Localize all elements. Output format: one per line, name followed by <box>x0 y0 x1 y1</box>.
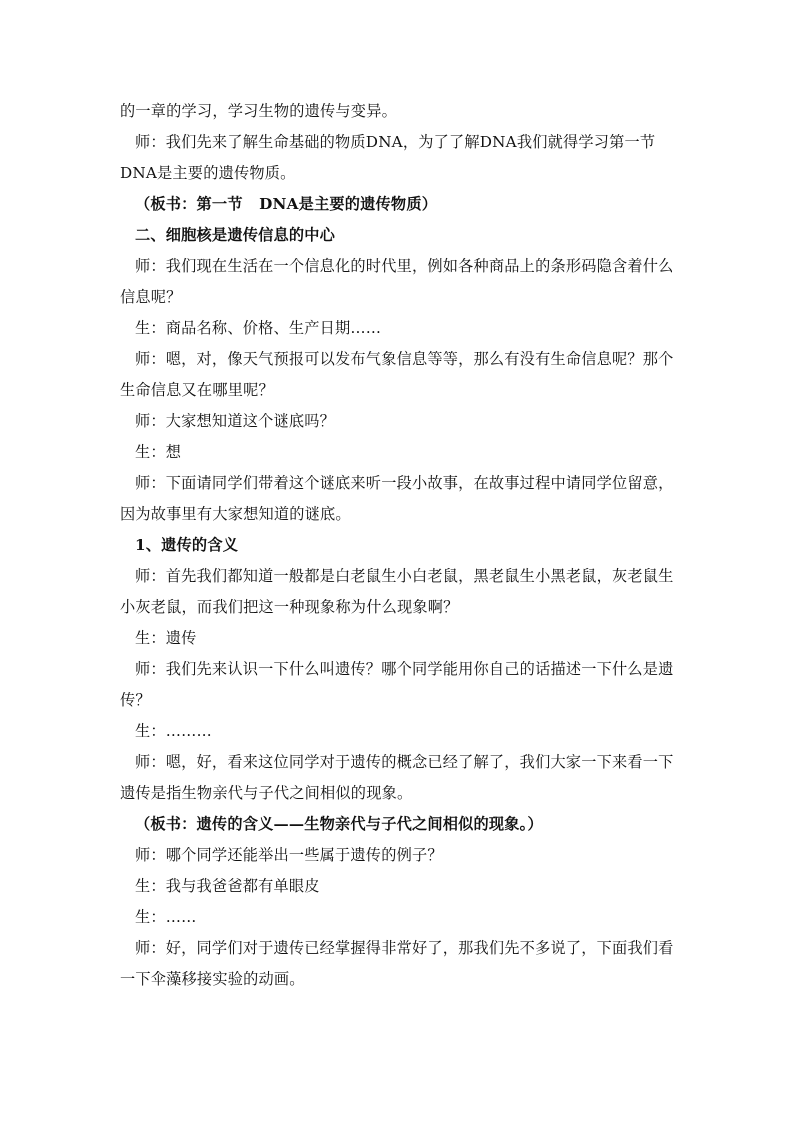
board-note: （板书：第一节 DNA是主要的遗传物质） <box>135 195 438 213</box>
teacher-line: 师：我们先来了解生命基础的物质DNA，为了了解DNA我们就得学习第一节DNA是主要的遗传物质。 <box>120 133 656 182</box>
student-line: 生：商品名称、价格、生产日期…… <box>135 319 382 337</box>
paragraph-intro: 的一章的学习，学习生物的遗传与变异。 <box>120 102 397 120</box>
student-line: 生：想 <box>135 443 182 461</box>
teacher-line: 师：下面请同学们带着这个谜底来听一段小故事，在故事过程中请同学位留意，因为故事里有大家想知道的谜底。 <box>120 474 674 523</box>
teacher-line: 师：我们先来认识一下什么叫遗传？哪个同学能用你自己的话描述一下什么是遗传？ <box>120 660 674 709</box>
student-line: 生：……… <box>135 722 212 740</box>
student-line: 生：我与我爸爸都有单眼皮 <box>135 877 320 895</box>
document-body <box>120 96 676 995</box>
teacher-line: 师：哪个同学还能举出一些属于遗传的例子？ <box>135 846 443 864</box>
student-line: 生：…… <box>135 908 197 926</box>
teacher-line: 师：好，同学们对于遗传已经掌握得非常好了，那我们先不多说了，下面我们看一下伞藻移接实验的动画。 <box>120 939 674 988</box>
teacher-line: 师：嗯，对，像天气预报可以发布气象信息等等，那么有没有生命信息呢？那个生命信息又在哪里呢？ <box>120 350 674 399</box>
student-line: 生：遗传 <box>135 629 197 647</box>
teacher-line: 师：我们现在生活在一个信息化的时代里，例如各种商品上的条形码隐含着什么信息呢？ <box>120 257 674 306</box>
subsection-heading: 1、遗传的含义 <box>135 536 239 554</box>
board-note: （板书：遗传的含义——生物亲代与子代之间相似的现象。） <box>135 815 543 833</box>
section-heading: 二、细胞核是遗传信息的中心 <box>135 226 336 244</box>
teacher-line: 师：首先我们都知道一般都是白老鼠生小白老鼠，黑老鼠生小黑老鼠，灰老鼠生小灰老鼠，而我们把这一种现象称为什么现象啊？ <box>120 567 674 616</box>
teacher-line: 师：嗯，好，看来这位同学对于遗传的概念已经了解了，我们大家一下来看一下遗传是指生物亲代与子代之间相似的现象。 <box>120 753 674 802</box>
teacher-line: 师：大家想知道这个谜底吗？ <box>135 412 336 430</box>
